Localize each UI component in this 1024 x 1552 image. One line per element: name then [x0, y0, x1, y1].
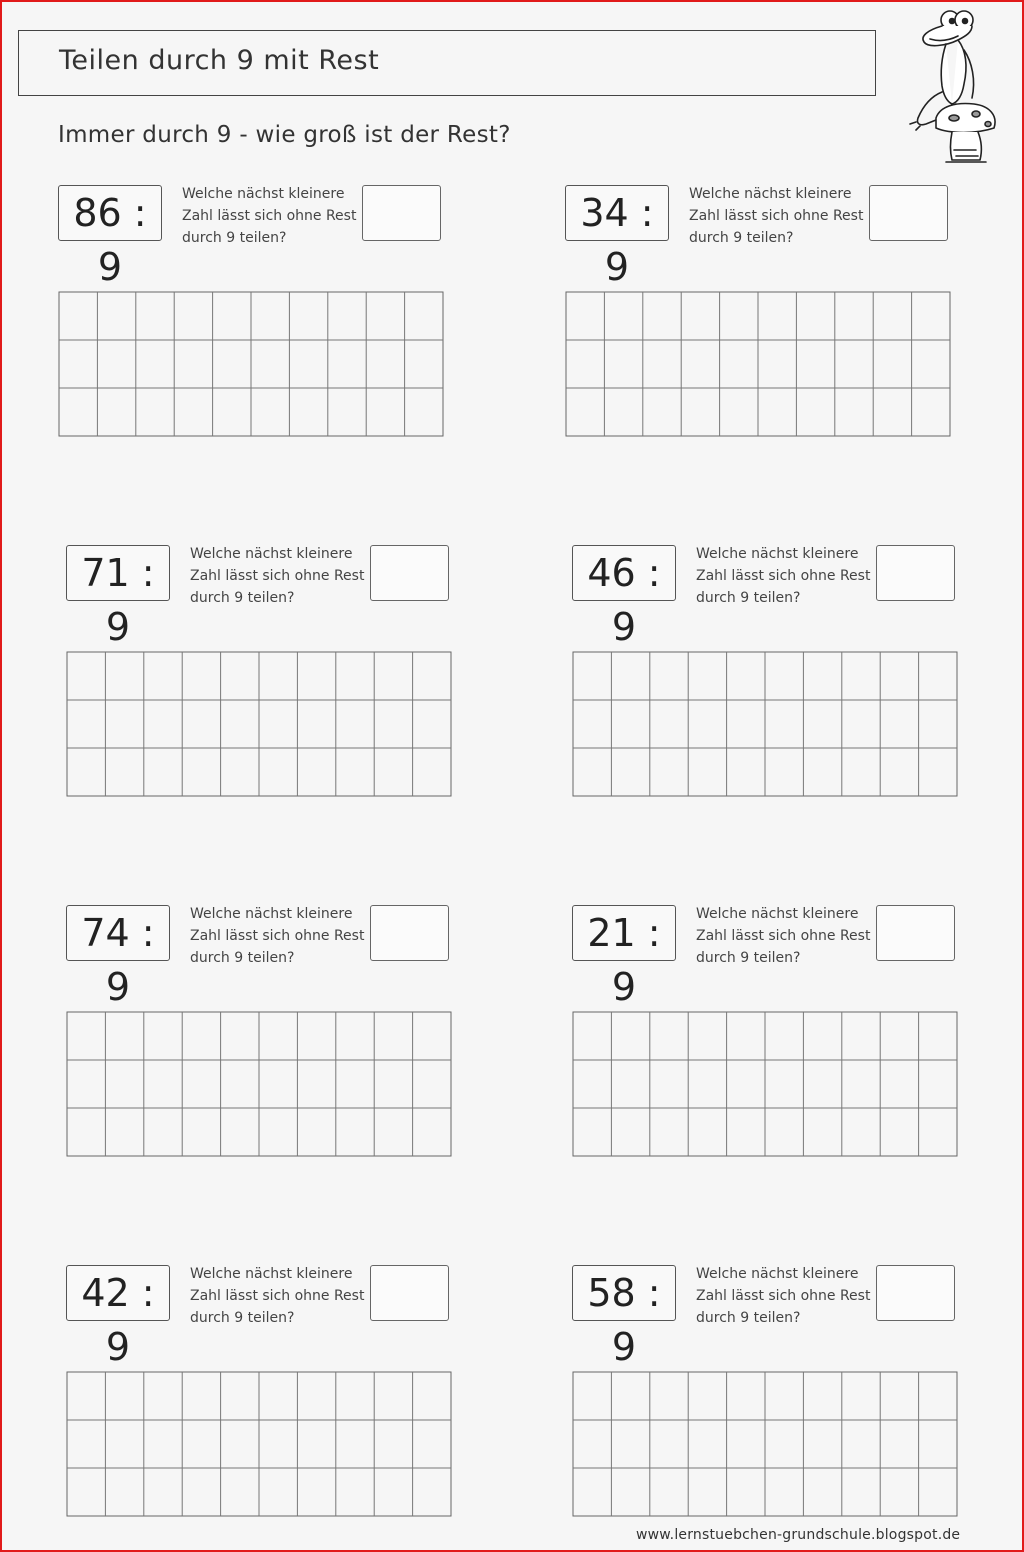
answer-box[interactable] [362, 185, 441, 241]
task-6 [572, 905, 962, 1165]
answer-box[interactable] [370, 905, 449, 961]
calculation-grid[interactable] [66, 1011, 452, 1157]
question-text: Welche nächst kleinere Zahl lässt sich ohne Rest durch 9 teilen? [696, 906, 871, 966]
division-problem: 71 : 9 [66, 545, 170, 601]
answer-box[interactable] [869, 185, 948, 241]
task-1 [58, 185, 448, 445]
division-problem: 74 : 9 [66, 905, 170, 961]
answer-box[interactable] [876, 905, 955, 961]
division-problem: 21 : 9 [572, 905, 676, 961]
calculation-grid[interactable] [58, 291, 444, 437]
task-4 [572, 545, 962, 805]
calculation-grid[interactable] [572, 1371, 958, 1517]
calculation-grid[interactable] [66, 651, 452, 797]
answer-box[interactable] [370, 1265, 449, 1321]
calculation-grid[interactable] [565, 291, 951, 437]
task-2 [565, 185, 955, 445]
answer-box[interactable] [370, 545, 449, 601]
division-problem: 34 : 9 [565, 185, 669, 241]
task-3 [66, 545, 456, 805]
footer-url: www.lernstuebchen-grundschule.blogspot.de [636, 1527, 961, 1543]
question-text: Welche nächst kleinere Zahl lässt sich ohne Rest durch 9 teilen? [190, 1266, 365, 1326]
task-8 [572, 1265, 962, 1525]
calculation-grid[interactable] [572, 651, 958, 797]
question-text: Welche nächst kleinere Zahl lässt sich ohne Rest durch 9 teilen? [182, 186, 357, 246]
division-problem: 46 : 9 [572, 545, 676, 601]
division-problem: 58 : 9 [572, 1265, 676, 1321]
answer-box[interactable] [876, 1265, 955, 1321]
question-text: Welche nächst kleinere Zahl lässt sich ohne Rest durch 9 teilen? [689, 186, 864, 246]
question-text: Welche nächst kleinere Zahl lässt sich ohne Rest durch 9 teilen? [696, 1266, 871, 1326]
frog-on-mushroom-icon [906, 6, 1006, 168]
answer-box[interactable] [876, 545, 955, 601]
division-problem: 86 : 9 [58, 185, 162, 241]
task-5 [66, 905, 456, 1165]
page-title: Teilen durch 9 mit Rest [59, 45, 380, 76]
instruction-text: Immer durch 9 - wie groß ist der Rest? [58, 122, 511, 148]
question-text: Welche nächst kleinere Zahl lässt sich ohne Rest durch 9 teilen? [190, 906, 365, 966]
calculation-grid[interactable] [66, 1371, 452, 1517]
question-text: Welche nächst kleinere Zahl lässt sich ohne Rest durch 9 teilen? [190, 546, 365, 606]
title-box [18, 30, 876, 96]
task-7 [66, 1265, 456, 1525]
division-problem: 42 : 9 [66, 1265, 170, 1321]
question-text: Welche nächst kleinere Zahl lässt sich ohne Rest durch 9 teilen? [696, 546, 871, 606]
calculation-grid[interactable] [572, 1011, 958, 1157]
